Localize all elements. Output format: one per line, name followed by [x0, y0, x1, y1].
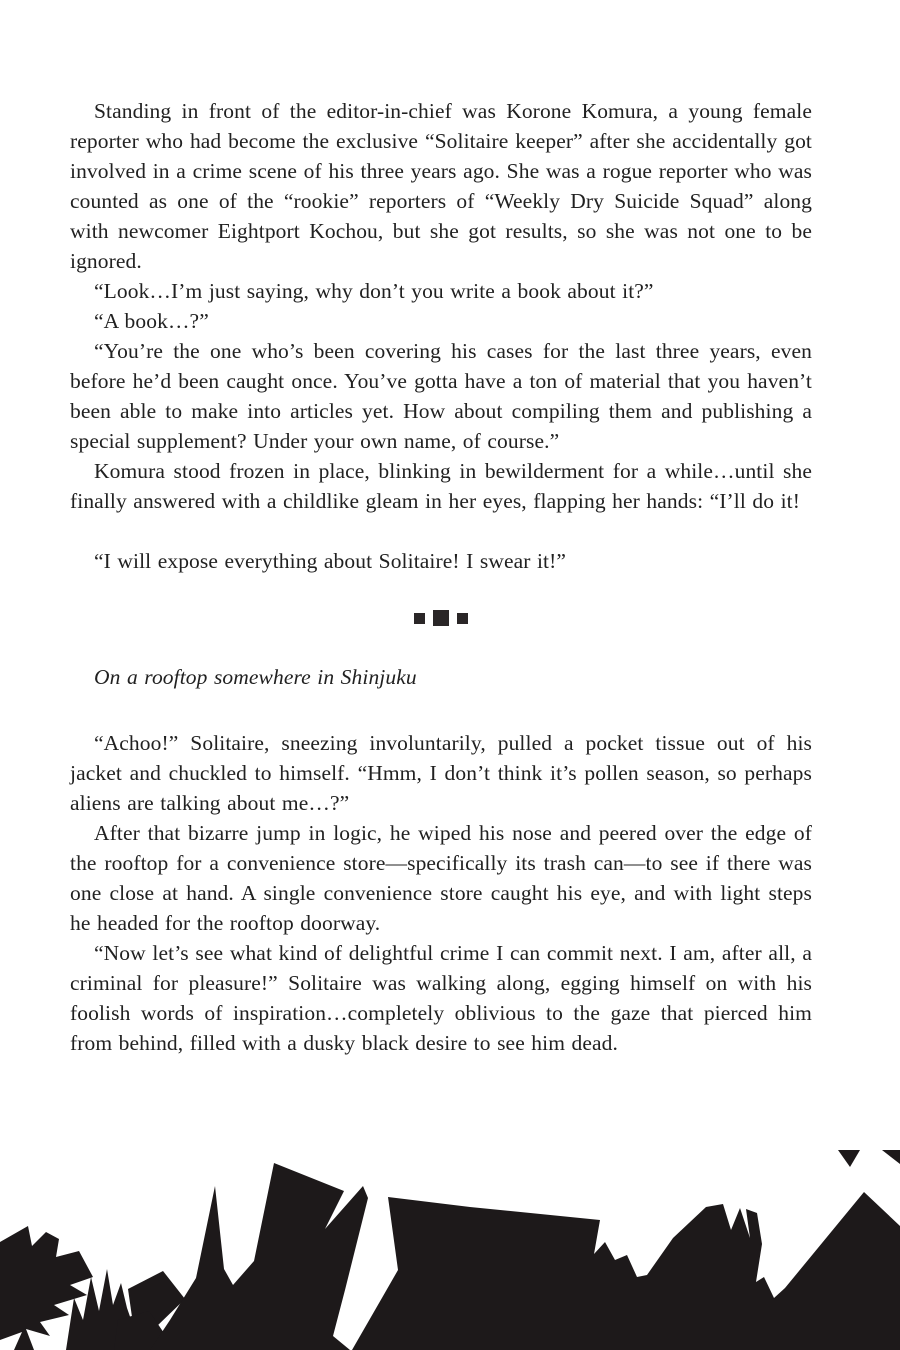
- section-separator: [70, 600, 812, 636]
- paragraph: After that bizarre jump in logic, he wiped his nose and peered over the edge of the rooftop for a convenience store—specifically its trash can—to see if there was one close at hand. A single convenience store caught his eye, and with light steps he headed for the rooftop doorway.: [70, 821, 812, 935]
- paragraph: “Achoo!” Solitaire, sneezing involuntarily, pulled a pocket tissue out of his jacket and chuckled to himself. “Hmm, I don’t think it’s pollen season, so perhaps aliens are talking about me…?”: [70, 731, 812, 815]
- paragraph: “Look…I’m just saying, why don’t you write a book about it?”: [94, 279, 654, 303]
- torn-ink-graphic: [0, 1150, 900, 1350]
- paragraph: “You’re the one who’s been covering his cases for the last three years, even before he’d been caught once. You’ve gotta have a ton of material that you haven’t been able to make into articles yet. How about compiling them and publishing a special supplement? Under your own name, of course.”: [70, 339, 812, 453]
- paragraph: “Now let’s see what kind of delightful crime I can commit next. I am, after all, a criminal for pleasure!” Solitaire was walking along, egging himself on with his foolish words of inspiration…completely oblivious to the gaze that pierced him from behind, filled with a dusky black desire to see him dead.: [70, 941, 812, 1055]
- text-block: [70, 96, 812, 1058]
- paragraph: Standing in front of the editor-in-chief was Korone Komura, a young female reporter who had become the exclusive “Solitaire keeper” after she accidentally got involved in a crime scene of his three years ago. She was a rogue reporter who was counted as one of the “rookie” reporters of “Weekly Dry Suicide Squad” along with newcomer Eightport Kochou, but she got results, so she was not one to be ignored.: [70, 99, 812, 273]
- scene-label: On a rooftop somewhere in Shinjuku: [94, 665, 417, 689]
- square-icon: [457, 613, 468, 624]
- square-icon: [433, 610, 449, 626]
- shout-line: “I will expose everything about Solitaire! I swear it!”: [94, 549, 567, 573]
- square-icon: [414, 613, 425, 624]
- paragraph: “A book…?”: [94, 309, 209, 333]
- paragraph: Komura stood frozen in place, blinking in bewilderment for a while…until she finally answered with a childlike gleam in her eyes, flapping her hands: “I’ll do it!: [70, 459, 812, 513]
